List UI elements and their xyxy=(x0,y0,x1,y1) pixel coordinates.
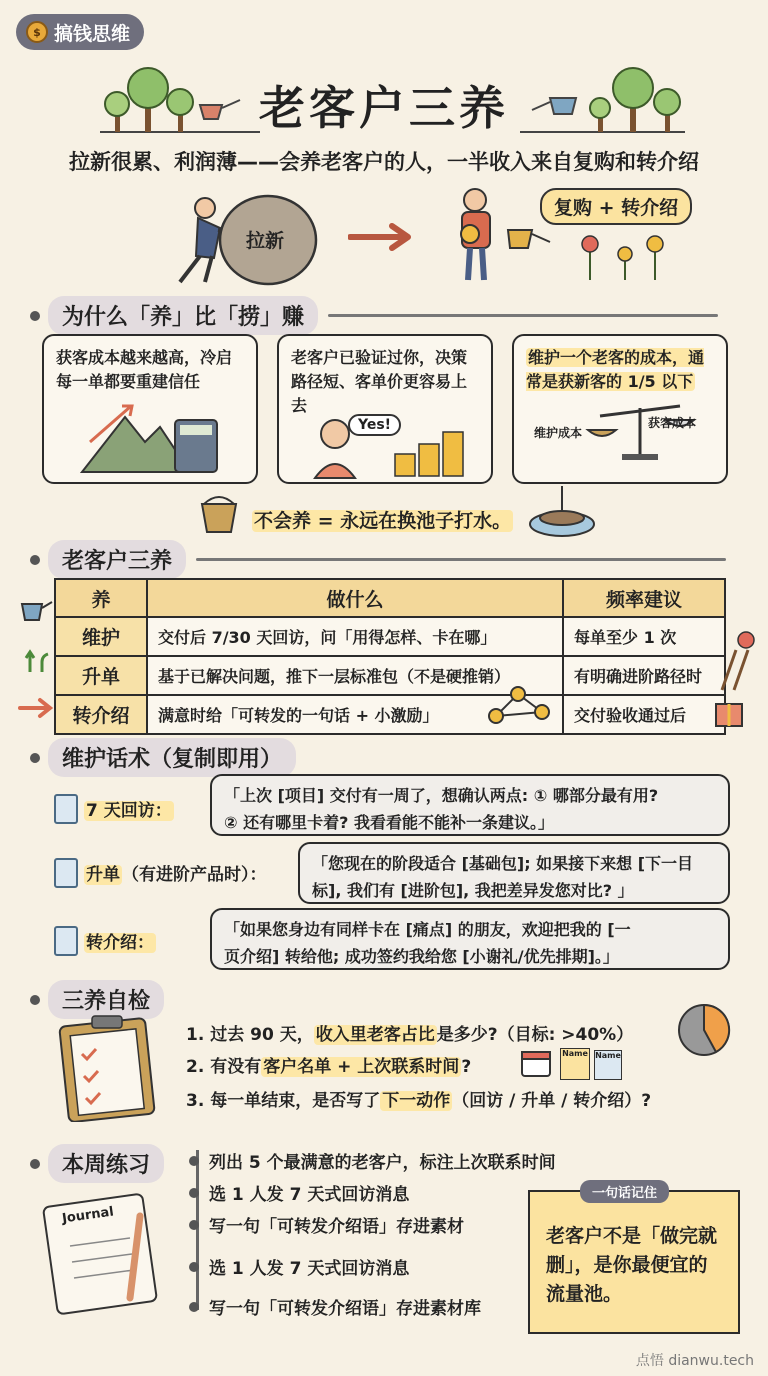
sticky-note-name: Name xyxy=(594,1050,622,1080)
script-bubble-upsell xyxy=(298,842,730,904)
page-subtitle: 拉新很累、利润薄——会养老客户的人，一半收入来自复购和转介绍 xyxy=(69,150,699,174)
category-tag-label: 搞钱思维 xyxy=(54,22,131,45)
mountain-calculator-icon xyxy=(80,392,240,477)
practice-item: 选 1 人发 7 天式回访消息 xyxy=(196,1180,409,1205)
table-cell: 维护 xyxy=(55,617,147,656)
script-text: 「上次 [项目] 交付有一周了，想确认两点: ① 哪部分最有用? xyxy=(224,786,659,805)
journal-label: Journal xyxy=(61,1204,115,1227)
grow-arrow-icon xyxy=(24,646,54,676)
practice-item: 选 1 人发 7 天式回访消息 xyxy=(196,1254,409,1279)
why-footer: 不会养 = 永远在换池子打水。 xyxy=(254,510,512,532)
why-card-2-text: 老客户已验证过你，决策路径短、客单价更容易上去 xyxy=(291,348,468,415)
why-card-1-text: 获客成本越来越高，冷启每一单都要重建信任 xyxy=(56,348,233,391)
table-header: 养 xyxy=(55,579,147,617)
section-practice-header xyxy=(30,1144,164,1183)
table-header: 频率建议 xyxy=(563,579,725,617)
remember-note-tag: 一句话记住 xyxy=(580,1180,669,1203)
watermark: 点悟 dianwu.tech xyxy=(635,1353,754,1369)
script-label: 7 天回访： xyxy=(86,801,172,821)
pushing-rock-illustration xyxy=(150,190,340,290)
table-cell: 升单 xyxy=(55,656,147,695)
table-cell: 交付后 7/30 天回访，问「用得怎样、卡在哪」 xyxy=(147,617,563,656)
remember-note xyxy=(528,1186,740,1334)
section-scripts-header xyxy=(30,738,296,777)
document-icon xyxy=(54,926,78,956)
balance-scale-icon xyxy=(580,400,700,462)
pie-chart-icon xyxy=(676,1002,732,1058)
arrow-right-icon xyxy=(348,222,420,252)
scale-right-label: 获客成本 xyxy=(648,416,697,430)
script-text: 「如果您身边有同样卡在 [痛点] 的朋友，欢迎把我的 [一 xyxy=(224,920,631,939)
page-title: 老客户三养 xyxy=(259,81,509,135)
check-item-3: 3. 每一单结束，是否写了 下一动作 （回访 / 升单 / 转介绍）? xyxy=(186,1091,652,1111)
table-row xyxy=(55,695,725,734)
section-three-header xyxy=(30,540,726,579)
table-cell: 基于已解决问题，推下一层标准包（不是硬推销） xyxy=(147,656,563,695)
document-icon xyxy=(54,794,78,824)
result-pill: 复购 + 转介绍 xyxy=(540,188,692,225)
section-why-title: 为什么「养」比「捞」赚 xyxy=(48,296,318,335)
clipboard-icon xyxy=(58,1012,158,1122)
remember-note-text: 老客户不是「做完就删」，是你最便宜的流量池。 xyxy=(546,1225,718,1305)
check-item-1: 1. 过去 90 天， 收入里老客占比 是多少?（目标: >40%） xyxy=(186,1025,634,1045)
yes-speech-bubble: Yes! xyxy=(348,414,401,436)
script-label: 升单 （有进阶产品时）： xyxy=(86,865,267,885)
network-icon xyxy=(484,682,554,728)
section-three-title: 老客户三养 xyxy=(48,540,186,579)
table-row xyxy=(55,656,725,695)
three-care-table xyxy=(54,578,726,735)
script-text: 「您现在的阶段适合 [基础包]; 如果接下来想 [下一目 xyxy=(312,854,694,873)
table-cell: 每单至少 1 次 xyxy=(563,617,725,656)
category-tag xyxy=(16,14,144,50)
table-row xyxy=(55,617,725,656)
table-header: 做什么 xyxy=(147,579,563,617)
practice-item: 写一句「可转发介绍语」存进素材库 xyxy=(196,1294,481,1319)
scale-left-label: 维护成本 xyxy=(534,426,583,440)
table-cell: 交付验收通过后 xyxy=(563,695,725,734)
script-bubble-referral xyxy=(210,908,730,970)
table-cell: 满意时给「可转发的一句话 + 小激励」 xyxy=(147,695,563,734)
referral-arrow-icon xyxy=(18,694,58,722)
section-why-header xyxy=(30,296,718,335)
table-cell: 有明确进阶路径时 xyxy=(563,656,725,695)
script-bubble-followup xyxy=(210,774,730,836)
table-cell: 转介绍 xyxy=(55,695,147,734)
script-text: 标], 我们有 [进阶包], 我把差异发您对比? 」 xyxy=(312,881,634,900)
section-check-title: 三养自检 xyxy=(48,980,164,1019)
well-icon xyxy=(520,482,600,542)
rock-label: 拉新 xyxy=(246,230,285,252)
section-scripts-title: 维护话术（复制即用） xyxy=(48,738,296,777)
script-text: 页介绍] 转给他; 成功签约我给您 [小谢礼/优先排期]。」 xyxy=(224,947,619,966)
check-item-2: 2. 有没有 客户名单 + 上次联系时间 ? xyxy=(186,1057,472,1077)
bucket-icon xyxy=(198,490,240,534)
why-card-3-text: 维护一个老客的成本，通常是获新客的 1/5 以下 xyxy=(526,348,705,391)
practice-item: 列出 5 个最满意的老客户，标注上次联系时间 xyxy=(196,1148,556,1173)
money-bag-icon: $ xyxy=(26,21,48,43)
practice-item: 写一句「可转发介绍语」存进素材 xyxy=(196,1212,464,1237)
script-text: ② 还有哪里卡着? 我看看能不能补一条建议。」 xyxy=(224,813,554,832)
sticky-note-name: Name xyxy=(560,1048,590,1080)
script-label: 转介绍： xyxy=(86,933,154,953)
watering-can-icon xyxy=(18,596,54,626)
document-icon xyxy=(54,858,78,888)
ladder-gift-icon xyxy=(712,630,762,730)
calendar-icon xyxy=(520,1048,552,1078)
section-practice-title: 本周练习 xyxy=(48,1144,164,1183)
